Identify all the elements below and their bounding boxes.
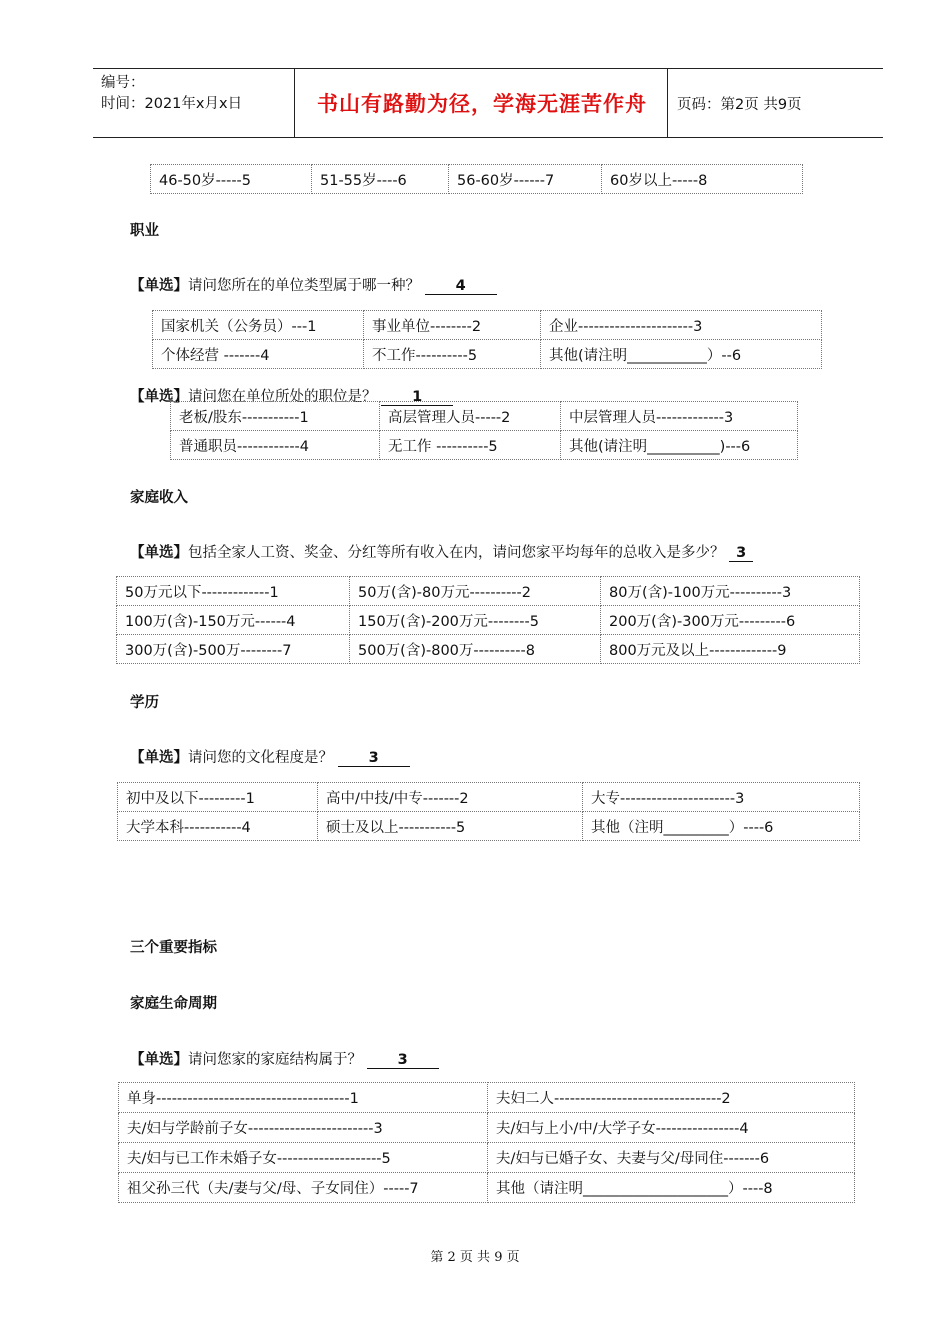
option-cell[interactable]: 80万(含)-100万元----------3 (601, 577, 860, 606)
question-tag: 【单选】 (130, 545, 188, 561)
education-options-table (117, 782, 860, 841)
question-text: 请问您家的家庭结构属于？ (188, 1052, 362, 1068)
table-row (153, 340, 822, 369)
answer-field[interactable]: 3 (367, 1052, 439, 1069)
table-row (118, 783, 860, 812)
option-cell[interactable]: 200万(含)-300万元---------6 (601, 606, 860, 635)
option-cell[interactable]: 单身-------------------------------------1 (119, 1083, 488, 1113)
question-text: 请问您所在的单位类型属于哪一种？ (188, 278, 420, 294)
option-cell[interactable]: 56-60岁------7 (449, 165, 602, 194)
question-income (130, 541, 753, 562)
question-text: 包括全家人工资、奖金、分红等所有收入在内，请问您家平均每年的总收入是多少？ (188, 545, 725, 561)
table-row (119, 1173, 855, 1203)
family-structure-options-table (118, 1082, 855, 1203)
question-text: 请问您的文化程度是？ (188, 750, 333, 766)
option-cell[interactable]: 高层管理人员-----2 (380, 402, 561, 431)
section-title-occupation: 职业 (130, 223, 159, 239)
option-cell[interactable]: 150万(含)-200万元--------5 (350, 606, 601, 635)
table-row (118, 812, 860, 841)
option-cell[interactable]: 50万元以下-------------1 (117, 577, 350, 606)
answer-field[interactable]: 3 (338, 750, 410, 767)
header-motto: 书山有路勤为径，学海无涯苦作舟 (317, 92, 647, 116)
position-options-table (170, 401, 798, 460)
age-options-table (150, 164, 803, 194)
question-tag: 【单选】 (130, 278, 188, 294)
option-cell[interactable]: 夫/妇与已工作未婚子女--------------------5 (119, 1143, 488, 1173)
time-label: 时间：2021年x月x日 (101, 96, 243, 112)
option-cell[interactable]: 中层管理人员-------------3 (561, 402, 798, 431)
option-cell[interactable]: 其他(请注明___________）--6 (541, 340, 822, 369)
option-cell[interactable]: 老板/股东-----------1 (171, 402, 380, 431)
option-cell[interactable]: 51-55岁----6 (312, 165, 449, 194)
section-title-lifecycle: 家庭生命周期 (130, 996, 217, 1012)
option-cell[interactable]: 普通职员------------4 (171, 431, 380, 460)
option-cell[interactable]: 46-50岁-----5 (151, 165, 312, 194)
option-cell[interactable]: 不工作----------5 (364, 340, 541, 369)
question-tag: 【单选】 (130, 1052, 188, 1068)
option-cell[interactable]: 500万(含)-800万----------8 (350, 635, 601, 664)
option-cell[interactable]: 高中/中技/中专-------2 (318, 783, 583, 812)
option-cell[interactable]: 夫/妇与上小/中/大学子女----------------4 (488, 1113, 855, 1143)
option-cell[interactable]: 800万元及以上-------------9 (601, 635, 860, 664)
header-meta (101, 73, 291, 115)
option-cell[interactable]: 国家机关（公务员）---1 (153, 311, 364, 340)
page-number-label: 页码：第2页 共9页 (677, 97, 802, 113)
section-title-indicators: 三个重要指标 (130, 940, 217, 956)
option-cell[interactable]: 个体经营 -------4 (153, 340, 364, 369)
option-cell[interactable]: 大专----------------------3 (583, 783, 860, 812)
answer-field[interactable]: 4 (425, 278, 497, 295)
page-header (93, 68, 883, 138)
option-cell[interactable]: 300万(含)-500万--------7 (117, 635, 350, 664)
question-unit-type (130, 274, 497, 295)
option-cell[interactable]: 夫/妇与学龄前子女------------------------3 (119, 1113, 488, 1143)
table-row (171, 431, 798, 460)
question-text: 请问您在单位所处的职位是？ (188, 389, 377, 405)
question-tag: 【单选】 (130, 750, 188, 766)
income-options-table (116, 576, 860, 664)
header-divider (294, 69, 295, 137)
table-row (117, 577, 860, 606)
option-cell[interactable]: 其他（注明_________）----6 (583, 812, 860, 841)
option-cell[interactable]: 夫妇二人--------------------------------2 (488, 1083, 855, 1113)
table-row (119, 1113, 855, 1143)
header-divider (667, 69, 668, 137)
section-title-education: 学历 (130, 695, 159, 711)
option-cell[interactable]: 企业----------------------3 (541, 311, 822, 340)
page-footer: 第 2 页 共 9 页 (430, 1250, 520, 1265)
option-cell[interactable]: 初中及以下---------1 (118, 783, 318, 812)
table-row (119, 1083, 855, 1113)
option-cell[interactable]: 60岁以上-----8 (602, 165, 803, 194)
option-cell[interactable]: 夫/妇与已婚子女、夫妻与父/母同住-------6 (488, 1143, 855, 1173)
question-tag: 【单选】 (130, 389, 188, 405)
option-cell[interactable]: 大学本科-----------4 (118, 812, 318, 841)
table-row (151, 165, 803, 194)
option-cell[interactable]: 硕士及以上-----------5 (318, 812, 583, 841)
option-cell[interactable]: 其他(请注明__________)---6 (561, 431, 798, 460)
unit-type-options-table (152, 310, 822, 369)
answer-field[interactable]: 3 (729, 545, 753, 562)
option-cell[interactable]: 100万(含)-150万元------4 (117, 606, 350, 635)
table-row (117, 635, 860, 664)
question-family-structure (130, 1048, 439, 1069)
table-row (117, 606, 860, 635)
question-education (130, 746, 410, 767)
option-cell[interactable]: 祖父孙三代（夫/妻与父/母、子女同住）-----7 (119, 1173, 488, 1203)
table-row (153, 311, 822, 340)
option-cell[interactable]: 其他（请注明____________________）----8 (488, 1173, 855, 1203)
option-cell[interactable]: 50万(含)-80万元----------2 (350, 577, 601, 606)
section-title-income: 家庭收入 (130, 490, 188, 506)
code-label: 编号： (101, 75, 145, 91)
option-cell[interactable]: 事业单位--------2 (364, 311, 541, 340)
option-cell[interactable]: 无工作 ----------5 (380, 431, 561, 460)
answer-field[interactable]: 1 (381, 389, 453, 406)
table-row (119, 1143, 855, 1173)
table-row (171, 402, 798, 431)
